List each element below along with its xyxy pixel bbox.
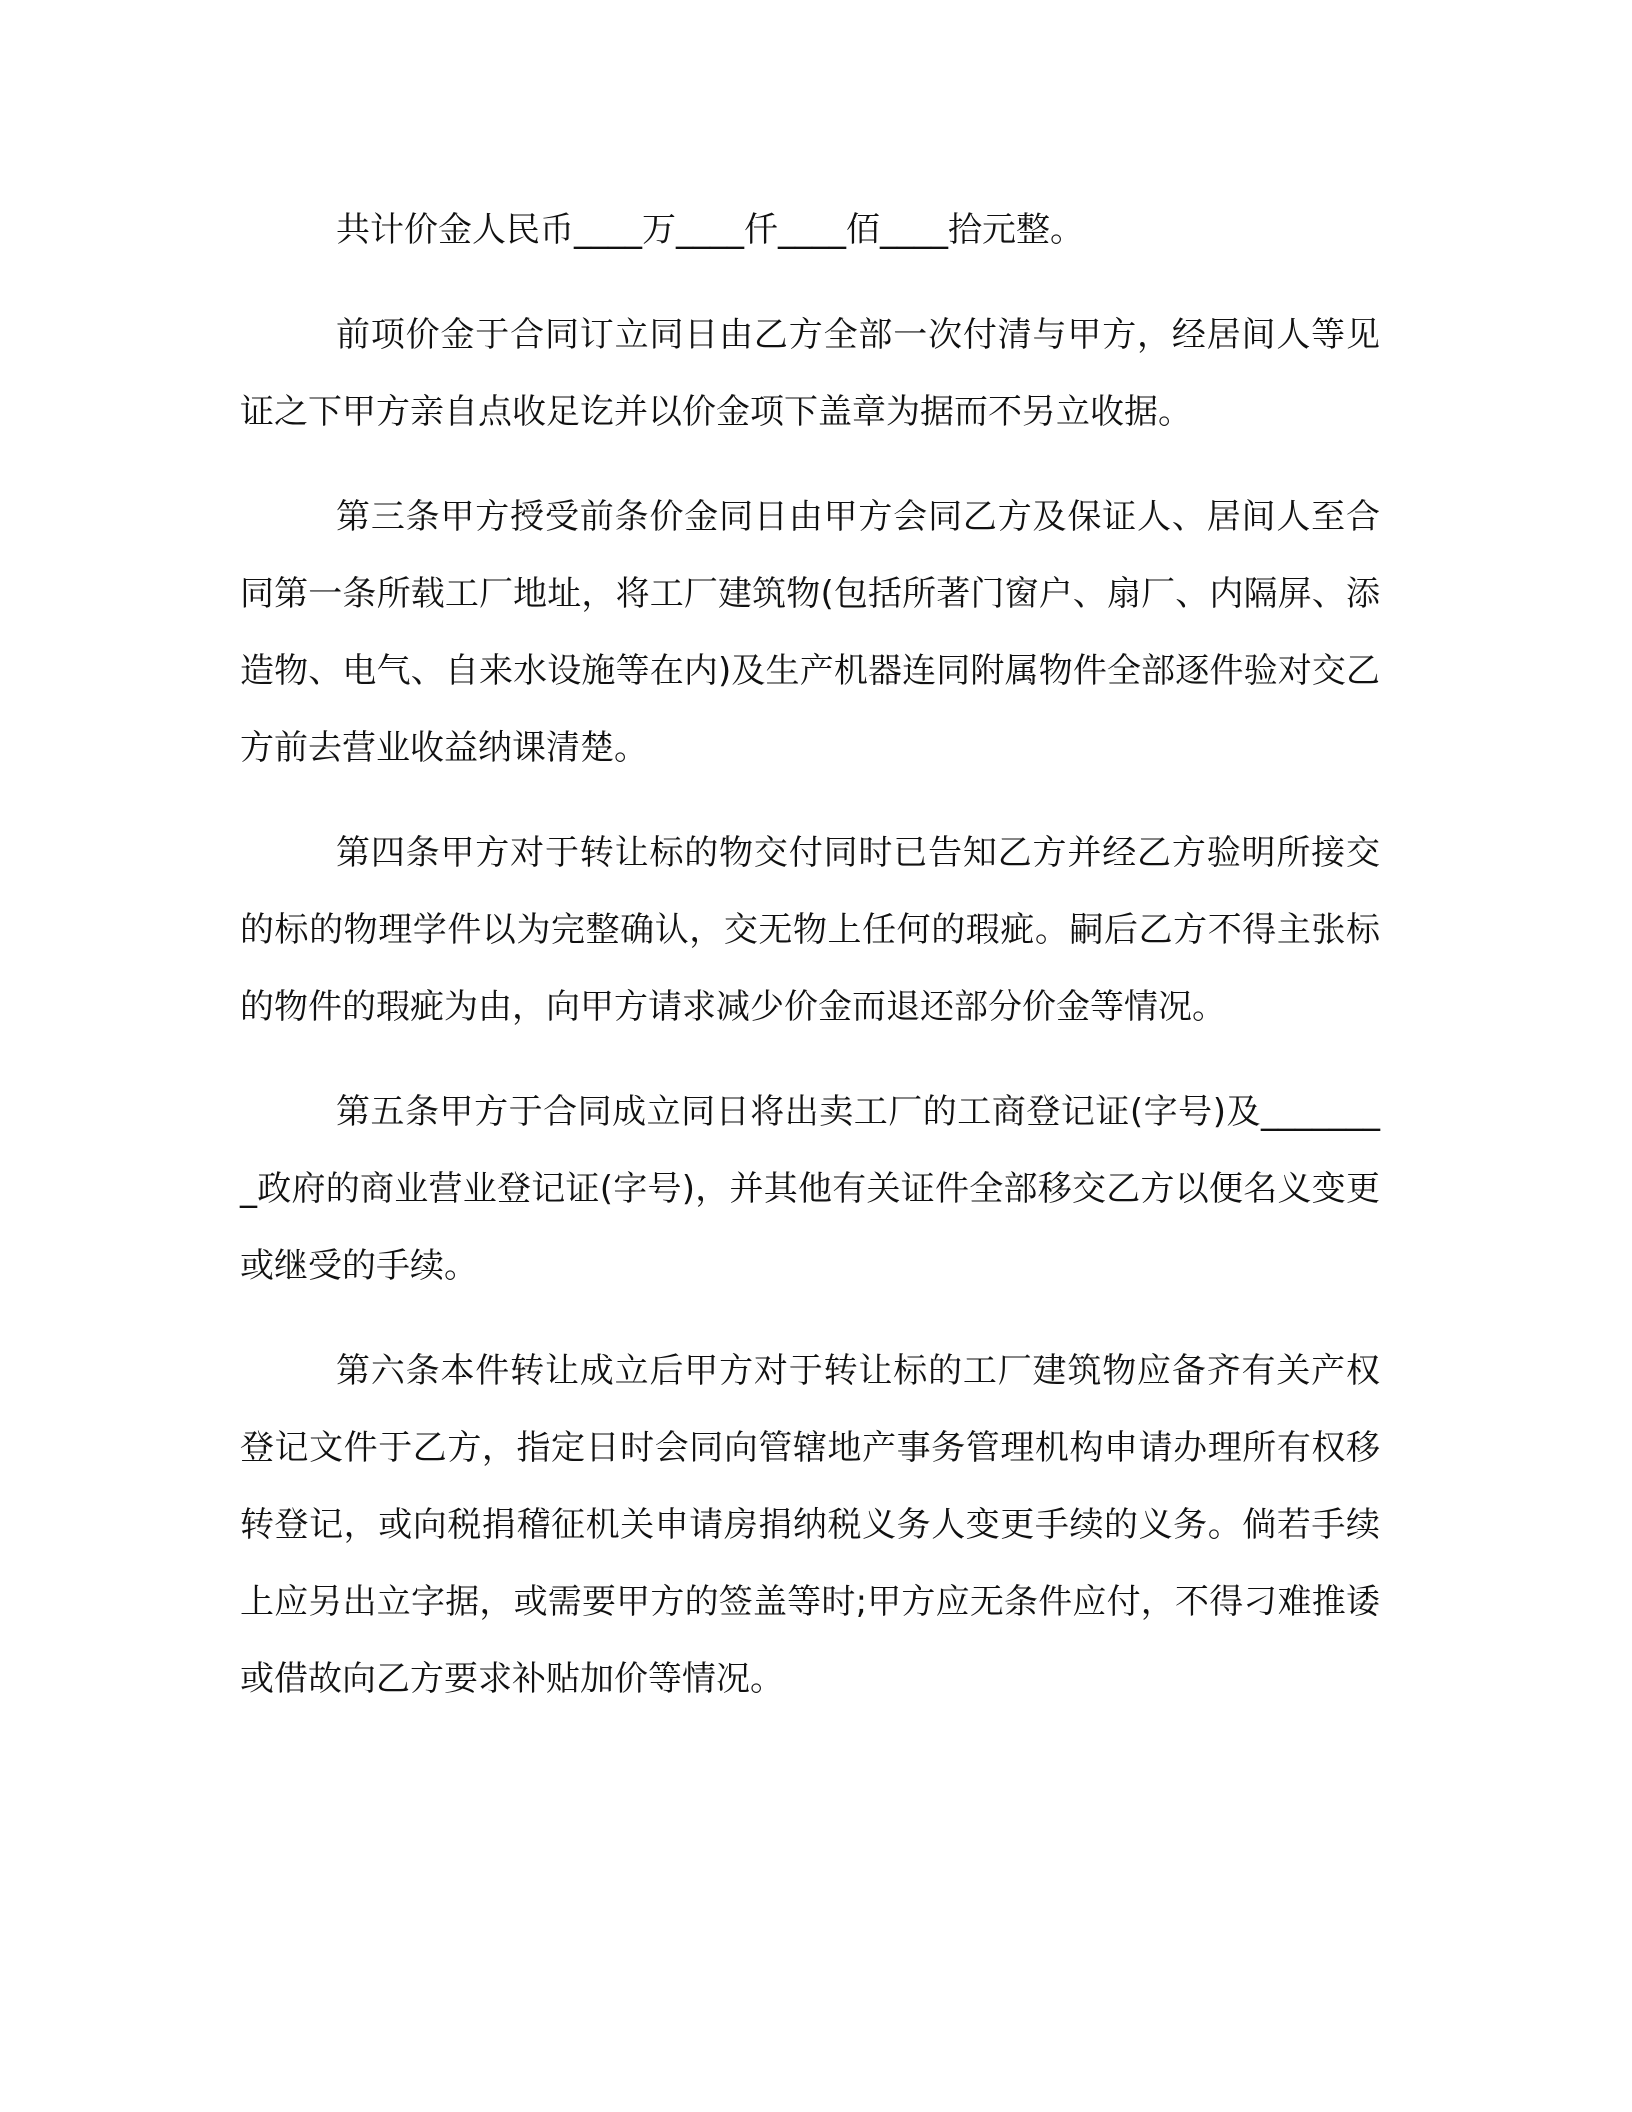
paragraph-total-price: 共计价金人民币____万____仟____佰____拾元整。 (336, 210, 1084, 250)
paragraph-payment: 前项价金于合同订立同日由乙方全部一次付清与甲方，经居间人等见证之下甲方亲自点收足讫并以价金项下盖章为据而不另立收据。 (240, 315, 1380, 432)
paragraph-article-6: 第六条本件转让成立后甲方对于转让标的工厂建筑物应备齐有关产权登记文件于乙方，指定日时会同向管辖地产事务管理机构申请办理所有权移转登记，或向税捐稽征机关申请房捐纳税义务人变更手续的义务。倘若手续上应另出立字据，或需要甲方的签盖等时;甲方应无条件应付，不得刁难推诿或借故向乙方要求补贴加价等情况。 (240, 1351, 1380, 1699)
document-body (240, 192, 1380, 1746)
paragraph-article-4: 第四条甲方对于转让标的物交付同时已告知乙方并经乙方验明所接交的标的物理学件以为完整确认，交无物上任何的瑕疵。嗣后乙方不得主张标的物件的瑕疵为由，向甲方请求减少价金而退还部分价金等情况。 (240, 833, 1380, 1027)
paragraph-article-3: 第三条甲方授受前条价金同日由甲方会同乙方及保证人、居间人至合同第一条所载工厂地址，将工厂建筑物(包括所著门窗户、扇厂、内隔屏、添造物、电气、自来水设施等在内)及生产机器连同附属物件全部逐件验对交乙方前去营业收益纳课清楚。 (240, 497, 1380, 768)
paragraph-article-5: 第五条甲方于合同成立同日将出卖工厂的工商登记证(字号)及________政府的商业营业登记证(字号)，并其他有关证件全部移交乙方以便名义变更或继受的手续。 (240, 1092, 1380, 1286)
